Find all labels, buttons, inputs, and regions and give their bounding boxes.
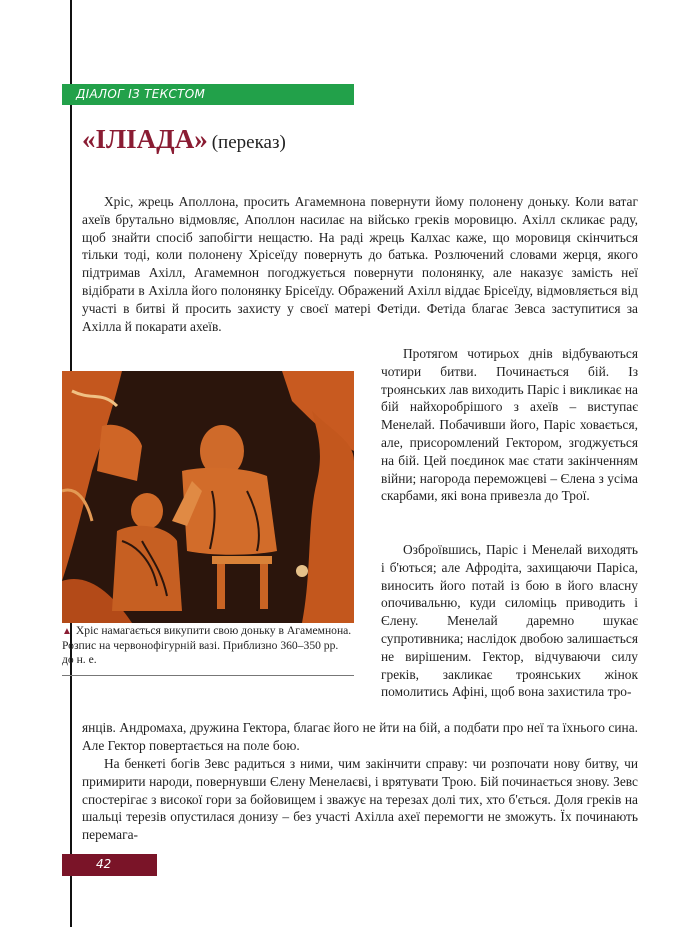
- paragraph-4: На бенкеті богів Зевс радиться з ними, чим закінчити справу: чи розпочати нову битву, чи примирити народи, повернувши Єлену Менелаєві, і врятувати Трою. Бій починається знову. Зевс спостерігає з високої гори за бойовищем і зважує на терезах долі тих, хто б'ється. Доля греків на шальці терезів опустилася донизу – без участі Ахілла ахеї перемогти не зможуть. Їх починають перемага-: [82, 756, 638, 843]
- paragraph-3: Озброївшись, Паріс і Менелай виходять і б'ються; але Афродіта, захищаючи Паріса, виносить його потай із бою в його власну опочивальню, куди силоміць приводить і Єлену. Менелай даремно шукає супротивника; наслідок двобою залишається не вирішеним. Гектор, відчуваючи силу греків, закликає троянських жінок помолитись Афіні, щоб вона захистила тро-: [381, 542, 638, 700]
- paragraph-1: Хріс, жрець Аполлона, просить Агамемнона повернути йому полонену доньку. Коли ватаг ахеїв брутально відмовляє, Аполлон насилає на військо греків моровицю. Ахілл скликає раду, щоб знайти спосіб запобігти нещастю. На раді жрець Калхас каже, що моровиця скінчиться тільки тоді, коли полонену Хрісеїду повернуть до батька. Розлючений словами жерця, якого підтримав Ахілл, Агамемнон погоджується повернути полонянку, але наказує замість неї відібрати в Ахілла його полонянку Брісеїду. Ображений Ахілл віддає Брісеїду, відмовляється від участі в битві й просить захисту у своєї матері Фетіди. Фетіда благає Зевса заступитися за Ахілла й покарати ахеїв.: [82, 194, 638, 334]
- page-number: 42: [96, 857, 112, 871]
- page-title: [82, 124, 286, 155]
- paragraph-3-continuation: янців. Андромаха, дружина Гектора, благає його не йти на бій, а подбати про неї та їхнього сина. Але Гектор повертається на поле бою.: [82, 720, 638, 753]
- title-main: «ІЛІАДА»: [82, 124, 208, 154]
- title-subtitle: (переказ): [211, 132, 286, 153]
- caption-divider: [62, 675, 354, 676]
- caption-pointer-icon: ▲: [62, 626, 72, 637]
- section-label: ДІАЛОГ ІЗ ТЕКСТОМ: [76, 87, 206, 101]
- paragraph-2: Протягом чотирьох днів відбуваються чотири битви. Починається бій. Із троянських лав виходить Паріс і викликає на бій найхоробрішого з ахеїв – виступає Менелай. Побачивши його, Паріс ховається, але, присоромлений Гектором, згоджується на бій. Цей поєдинок має стати закінченням війни; нагорода переможцеві – Єлена з усіма скарбами, які вона привезла до Трої.: [381, 346, 638, 504]
- vase-painting-image: [62, 371, 354, 623]
- vase-painting-illustration: [62, 371, 354, 623]
- section-header-bar: [62, 84, 354, 105]
- page-number-bar: [62, 854, 157, 876]
- figure-caption: [62, 624, 352, 667]
- caption-text: Хріс намагається викупити свою доньку в Агамемнона. Розпис на червонофігурній вазі. Приблизно 360–350 рр. до н. е.: [62, 624, 352, 666]
